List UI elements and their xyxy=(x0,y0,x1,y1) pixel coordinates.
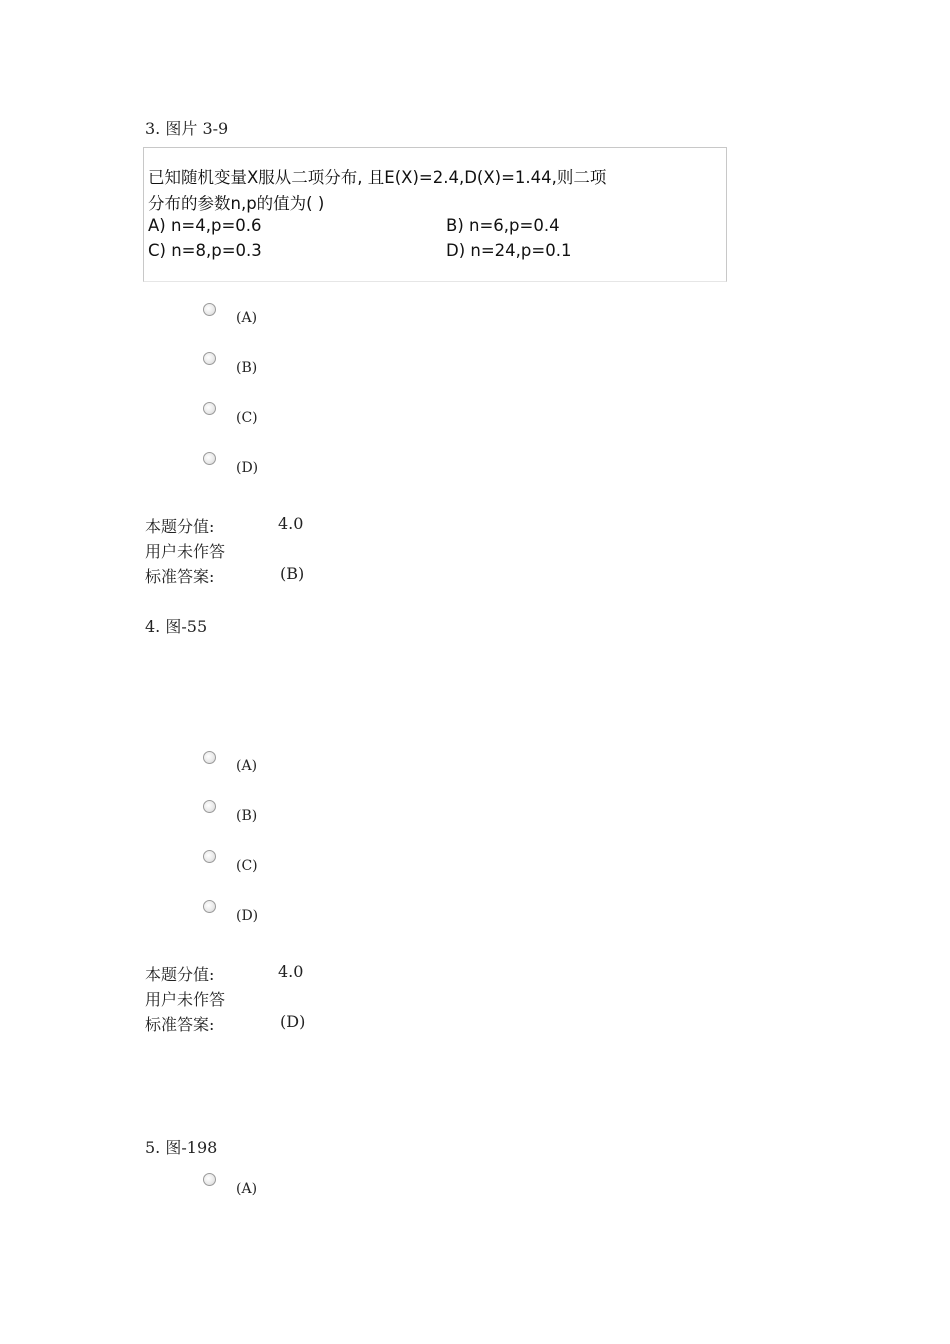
choice-d-text: D) n=24,p=0.1 xyxy=(446,241,572,260)
answer-value: (D) xyxy=(280,1012,306,1031)
choice-a-text: A) n=4,p=0.6 xyxy=(148,216,262,235)
question-3-image xyxy=(143,147,727,282)
option-label-q4-b: (B) xyxy=(236,808,258,824)
user-status: 用户未作答 xyxy=(145,542,226,561)
radio-q3-d[interactable] xyxy=(203,452,216,465)
option-label-q3-c: (C) xyxy=(236,410,258,426)
option-label-q3-b: (B) xyxy=(236,360,258,376)
option-label-q4-c: (C) xyxy=(236,858,258,874)
radio-q3-a[interactable] xyxy=(203,303,216,316)
score-value: 4.0 xyxy=(278,962,304,981)
question-stem-line-2: 分布的参数n,p的值为( ) xyxy=(148,194,325,213)
answer-value: (B) xyxy=(280,564,305,583)
user-status: 用户未作答 xyxy=(145,990,226,1009)
radio-q4-c[interactable] xyxy=(203,850,216,863)
choice-c-text: C) n=8,p=0.3 xyxy=(148,241,262,260)
answer-label: 标准答案: xyxy=(145,567,215,586)
option-label-q3-d: (D) xyxy=(236,460,259,476)
option-label-q3-a: (A) xyxy=(236,310,258,326)
score-label: 本题分值: xyxy=(145,517,215,536)
score-value: 4.0 xyxy=(278,514,304,533)
option-label-q4-a: (A) xyxy=(236,758,258,774)
question-4-title: 4. 图-55 xyxy=(145,617,208,636)
option-label-q5-a: (A) xyxy=(236,1181,258,1197)
question-stem-line-1: 已知随机变量X服从二项分布, 且E(X)=2.4,D(X)=1.44,则二项 xyxy=(148,168,607,187)
question-3-title: 3. 图片 3-9 xyxy=(145,119,229,138)
score-label: 本题分值: xyxy=(145,965,215,984)
radio-q5-a[interactable] xyxy=(203,1173,216,1186)
radio-q4-d[interactable] xyxy=(203,900,216,913)
question-5-title: 5. 图-198 xyxy=(145,1138,218,1157)
radio-q4-b[interactable] xyxy=(203,800,216,813)
option-label-q4-d: (D) xyxy=(236,908,259,924)
choice-b-text: B) n=6,p=0.4 xyxy=(446,216,560,235)
radio-q3-b[interactable] xyxy=(203,352,216,365)
radio-q3-c[interactable] xyxy=(203,402,216,415)
answer-label: 标准答案: xyxy=(145,1015,215,1034)
radio-q4-a[interactable] xyxy=(203,751,216,764)
